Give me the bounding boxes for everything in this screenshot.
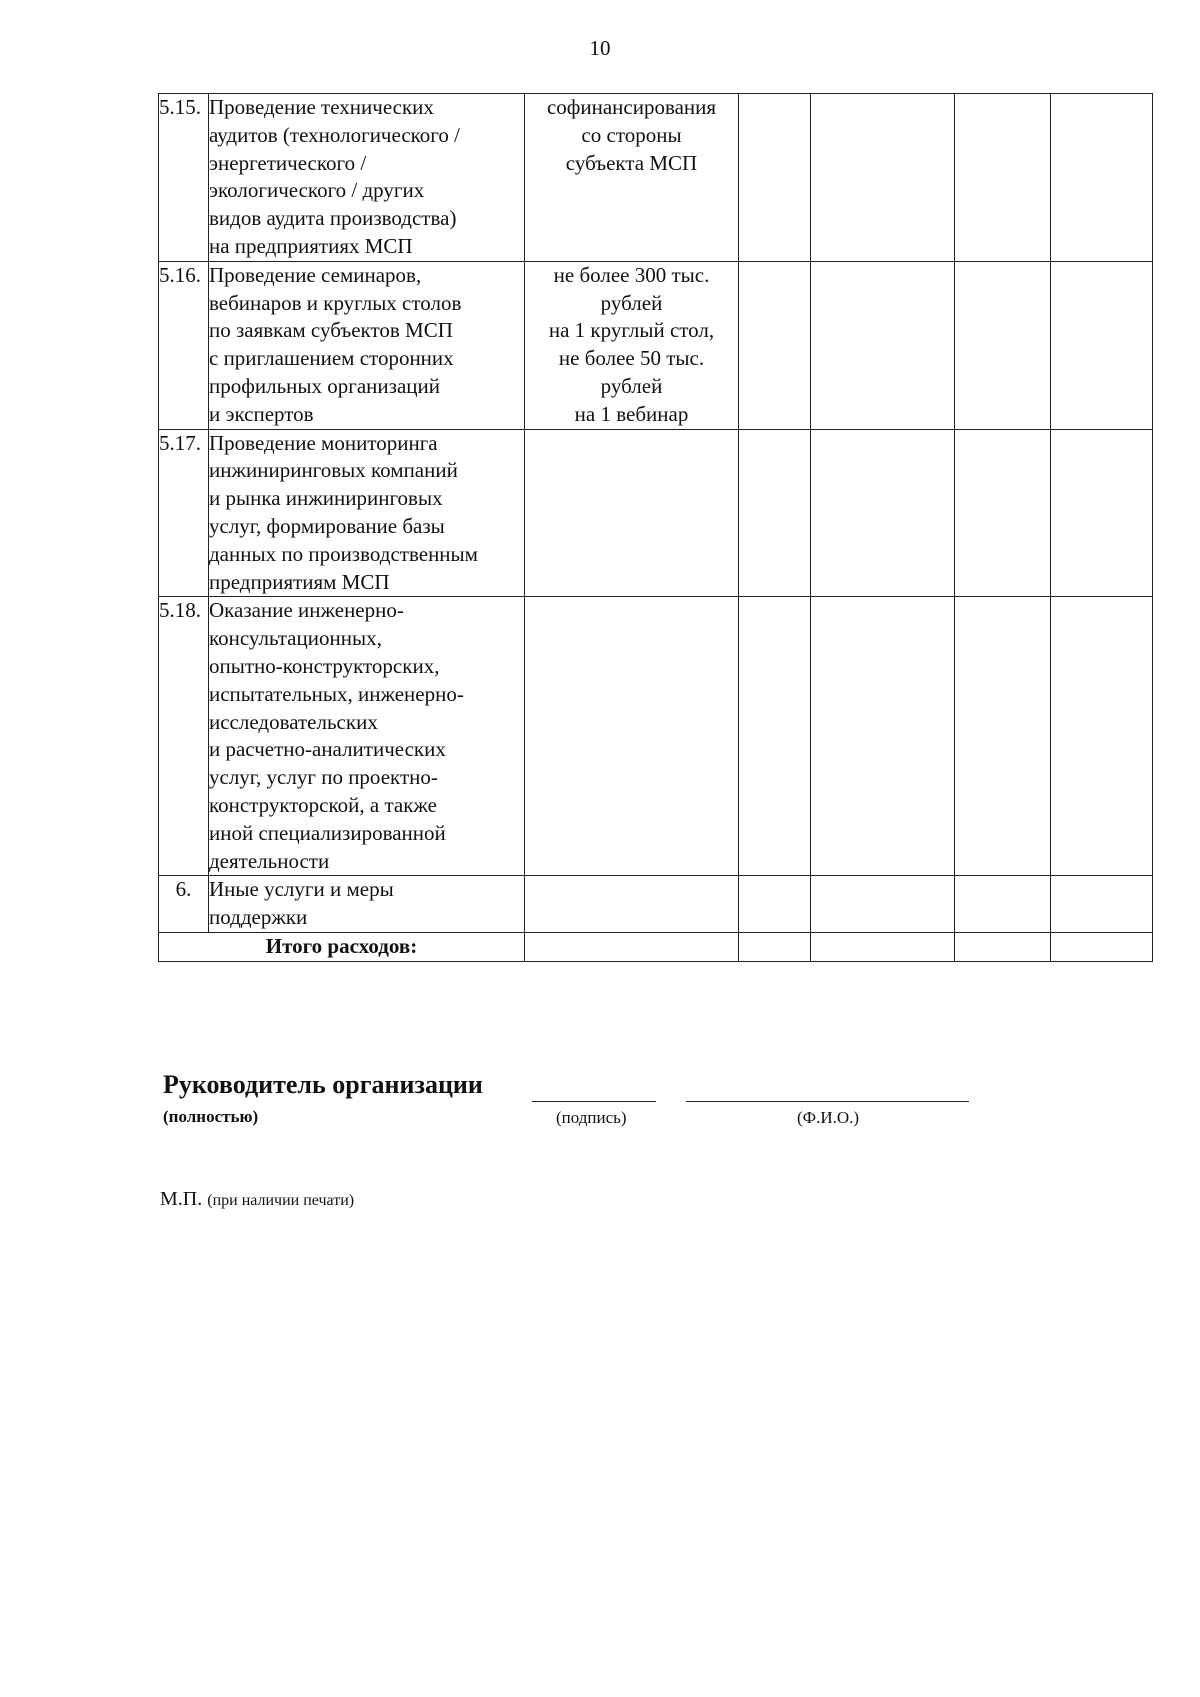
condition-line: не более 300 тыс. [553, 262, 710, 287]
description-line: испытательных, инженерно- [209, 681, 464, 706]
description-line: Оказание инженерно- [209, 598, 404, 623]
empty-cell [811, 597, 955, 876]
row-number: 5.16. [159, 261, 209, 429]
empty-cell [955, 932, 1051, 961]
description-line: конструкторской, а также [209, 792, 437, 817]
row-number: 6. [159, 876, 209, 933]
row-description [209, 94, 525, 262]
empty-cell [739, 261, 811, 429]
description-line: по заявкам субъектов МСП [209, 318, 453, 343]
description-line: энергетического / [209, 150, 367, 175]
row-description [209, 261, 525, 429]
row-conditions [525, 597, 739, 876]
row-conditions [525, 876, 739, 933]
description-line: иной специализированной [209, 820, 446, 845]
name-caption: (Ф.И.О.) [797, 1108, 860, 1127]
empty-cell [811, 932, 955, 961]
empty-cell [739, 597, 811, 876]
description-line: данных по производственным [209, 541, 478, 566]
empty-cell [955, 429, 1051, 597]
description-line: Проведение технических [209, 95, 434, 119]
row-conditions [525, 261, 739, 429]
description-line: экологического / других [209, 178, 425, 203]
empty-cell [1051, 597, 1153, 876]
empty-cell [739, 94, 811, 262]
condition-line: рублей [600, 290, 663, 315]
signature-caption: (подпись) [556, 1108, 627, 1127]
description-line: с приглашением сторонних [209, 346, 454, 371]
row-number: 5.15. [159, 94, 209, 262]
empty-cell [955, 876, 1051, 933]
row-conditions [525, 429, 739, 597]
empty-cell [955, 261, 1051, 429]
description-line: предприятиям МСП [209, 569, 390, 594]
name-line [686, 1101, 969, 1102]
total-row [159, 932, 1153, 961]
condition-line: на 1 вебинар [574, 401, 689, 426]
empty-cell [739, 429, 811, 597]
empty-cell [955, 597, 1051, 876]
description-line: аудитов (технологического / [209, 122, 460, 147]
row-description [209, 429, 525, 597]
table-row [159, 94, 1153, 262]
table-row [159, 261, 1153, 429]
condition-line: не более 50 тыс. [558, 346, 705, 371]
empty-cell [811, 429, 955, 597]
stamp-label: М.П. [160, 1188, 203, 1210]
empty-cell [1051, 261, 1153, 429]
empty-cell [811, 876, 955, 933]
page-number: 10 [589, 36, 611, 60]
condition-line: на 1 круглый стол, [548, 318, 715, 343]
signature-line [532, 1101, 656, 1102]
description-line: и расчетно-аналитических [209, 737, 446, 762]
condition-line: рублей [600, 373, 663, 398]
description-line: услуг, формирование базы [209, 513, 445, 538]
empty-cell [811, 94, 955, 262]
row-conditions [525, 94, 739, 262]
description-line: деятельности [209, 848, 330, 873]
total-label: Итого расходов: [159, 932, 525, 961]
empty-cell [1051, 932, 1153, 961]
row-number: 5.17. [159, 429, 209, 597]
description-line: видов аудита производства) [209, 206, 457, 231]
description-line: опытно-конструкторских, [209, 653, 440, 678]
description-line: профильных организаций [209, 373, 440, 398]
description-line: консультационных, [209, 626, 382, 651]
description-line: и рынка инжиниринговых [209, 486, 443, 511]
description-line: инжиниринговых компаний [209, 458, 458, 483]
stamp-note [160, 1188, 354, 1211]
table-row [159, 876, 1153, 933]
empty-cell [1051, 94, 1153, 262]
description-line: и экспертов [209, 401, 314, 426]
empty-cell [955, 94, 1051, 262]
table-row [159, 429, 1153, 597]
empty-cell [1051, 429, 1153, 597]
condition-line: субъекта МСП [565, 150, 698, 175]
description-line: Иные услуги и меры [209, 877, 394, 902]
empty-cell [525, 932, 739, 961]
description-line: исследовательских [209, 709, 378, 734]
signature-title: Руководитель организации [163, 1070, 483, 1099]
description-line: поддержки [209, 905, 308, 930]
signature-subtitle: (полностью) [163, 1107, 259, 1126]
description-line: Проведение мониторинга [209, 430, 438, 455]
description-line: на предприятиях МСП [209, 233, 413, 258]
condition-line: со стороны [581, 122, 682, 147]
description-line: услуг, услуг по проектно- [209, 765, 438, 790]
empty-cell [739, 932, 811, 961]
empty-cell [1051, 876, 1153, 933]
condition-line: софинансирования [546, 95, 717, 119]
table-row [159, 597, 1153, 876]
empty-cell [739, 876, 811, 933]
empty-cell [811, 261, 955, 429]
description-line: вебинаров и круглых столов [209, 290, 462, 315]
budget-table [158, 93, 1153, 962]
row-number: 5.18. [159, 597, 209, 876]
stamp-note-text: (при наличии печати) [207, 1192, 355, 1209]
row-description [209, 876, 525, 933]
row-description [209, 597, 525, 876]
description-line: Проведение семинаров, [209, 262, 422, 287]
